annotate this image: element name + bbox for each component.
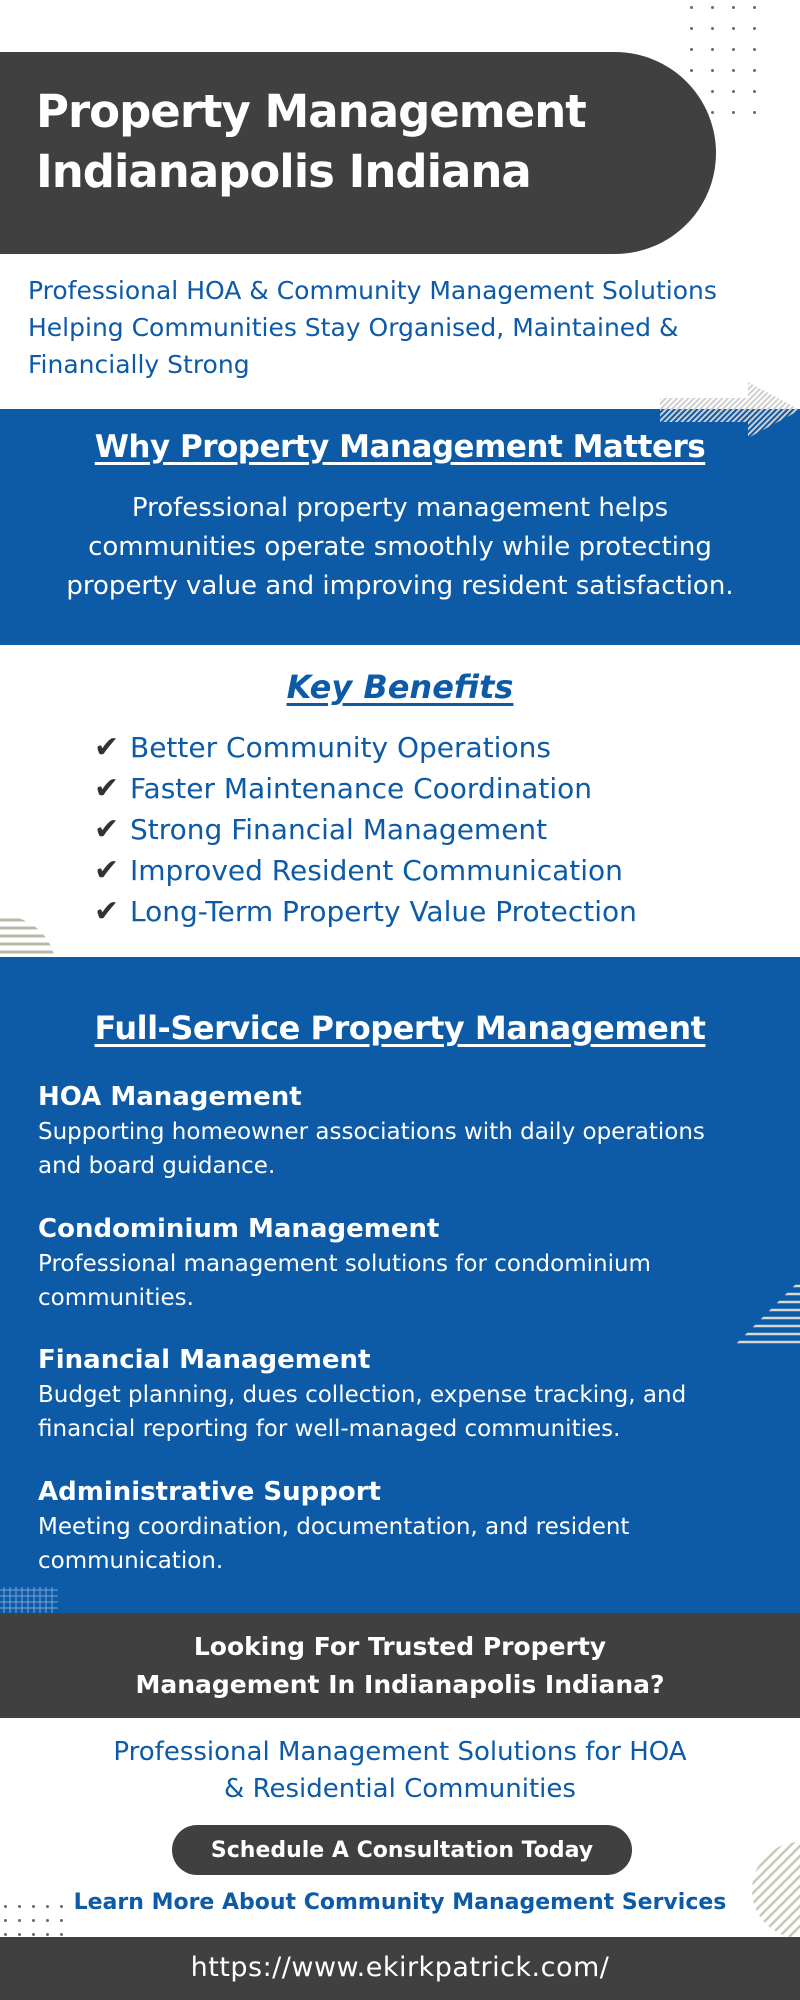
why-text [30,489,770,606]
service-description [38,1115,778,1183]
service-title: Condominium Management [38,1214,440,1244]
service-description [38,1510,778,1578]
benefit-label: Improved Resident Communication [130,854,623,887]
why-section [0,409,800,645]
service-title: HOA Management [38,1082,302,1112]
service-desc-line-2: and board guidance. [38,1153,276,1179]
striped-triangle-decoration [730,1280,800,1350]
title-line-2: Indianapolis Indiana [36,145,531,198]
benefit-label: Strong Financial Management [130,813,548,846]
cta-banner [0,1613,800,1718]
arrow-icon [660,380,800,440]
checkmark-icon: ✔ [94,812,120,847]
service-hoa [38,1079,778,1183]
subtitle-line-3: Financially Strong [28,350,250,379]
striped-circle-decoration [748,1838,800,1938]
service-title: Administrative Support [38,1477,381,1507]
checkmark-icon: ✔ [94,853,120,888]
solutions-line-2: & Residential Communities [224,1774,576,1804]
service-desc-line-2: communication. [38,1548,224,1574]
benefit-label: Better Community Operations [130,731,551,764]
benefit-item [94,727,637,768]
footer [0,1937,800,2000]
learn-more-link[interactable]: Learn More About Community Management Services [73,1890,727,1915]
benefit-label: Faster Maintenance Coordination [130,772,593,805]
service-condominium [38,1211,778,1315]
service-description [38,1378,778,1446]
cta-question-line-2: Management In Indianapolis Indiana? [135,1670,665,1699]
why-line-1: Professional property management helps [131,493,669,523]
solutions-line-1: Professional Management Solutions for HOA [113,1737,687,1767]
subtitle-line-1: Professional HOA & Community Management Solutions [28,276,717,305]
service-desc-line-1: Professional management solutions for condominium [38,1251,651,1277]
services-heading: Full-Service Property Management [94,1009,706,1047]
benefits-list [94,727,637,932]
service-desc-line-2: financial reporting for well-managed communities. [38,1416,621,1442]
checkmark-icon: ✔ [94,771,120,806]
subtitle-line-2: Helping Communities Stay Organised, Maintained & [28,313,679,342]
cta-question [0,1628,800,1704]
service-desc-line-1: Budget planning, dues collection, expense tracking, and [38,1382,687,1408]
benefits-heading: Key Benefits [286,668,514,706]
checkmark-icon: ✔ [94,730,120,765]
website-url-link[interactable]: https://www.ekirkpatrick.com/ [190,1952,610,1983]
service-administrative [38,1474,778,1578]
service-desc-line-1: Supporting homeowner associations with daily operations [38,1119,705,1145]
benefit-item [94,850,637,891]
title-line-1: Property Management [36,85,586,138]
benefit-item [94,768,637,809]
grid-pattern-decoration [0,1587,58,1613]
service-title: Financial Management [38,1345,371,1375]
why-line-3: property value and improving resident satisfaction. [66,571,734,601]
service-desc-line-1: Meeting coordination, documentation, and resident [38,1514,630,1540]
page-title [36,82,676,202]
subtitle [28,272,788,383]
service-description [38,1247,778,1315]
benefit-item [94,809,637,850]
services-section [0,957,800,1613]
schedule-consultation-button[interactable]: Schedule A Consultation Today [172,1825,632,1875]
solutions-text [0,1734,800,1808]
why-heading: Why Property Management Matters [94,429,706,465]
benefit-label: Long-Term Property Value Protection [130,895,637,928]
benefit-item [94,891,637,932]
cta-question-line-1: Looking For Trusted Property [193,1632,607,1661]
service-financial [38,1342,778,1446]
why-line-2: communities operate smoothly while protecting [88,532,712,562]
service-desc-line-2: communities. [38,1285,194,1311]
checkmark-icon: ✔ [94,894,120,929]
